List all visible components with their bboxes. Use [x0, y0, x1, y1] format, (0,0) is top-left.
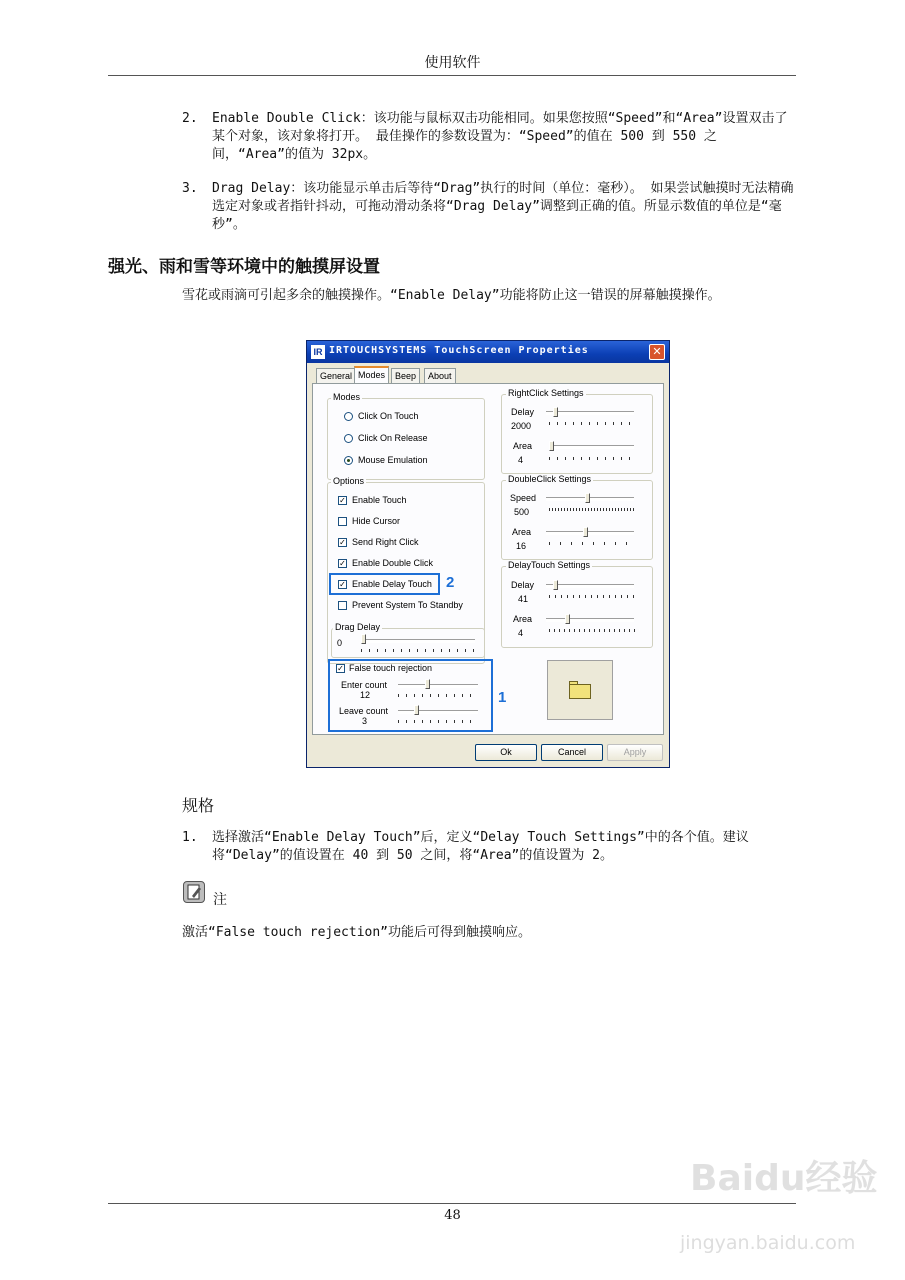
checkbox-send-right-click[interactable]: ✓: [339, 538, 346, 547]
rightclick-group: [501, 394, 653, 474]
checkbox-label: Hide Cursor: [352, 516, 401, 526]
leave-count-label: Leave count: [339, 706, 389, 716]
item-text-drag-delay: Drag Delay：该功能显示单击后等待“Drag”执行的时间（单位：毫秒）。 如果尝试触摸时无法精确选定对象或者指针抖动，可拖动滑动条将“Drag Delay”调整到正确的值。所显示数值的单位是“毫秒”。: [212, 181, 794, 232]
leave-count-value: 3: [362, 716, 368, 726]
dt-delay-thumb[interactable]: [553, 580, 558, 590]
folder-preview: [547, 660, 613, 720]
rc-area-track[interactable]: [549, 445, 634, 449]
enter-count-label: Enter count: [341, 680, 388, 690]
section-heading: 强光、雨和雪等环境中的触摸屏设置: [108, 257, 380, 277]
rc-area-label: Area: [513, 441, 533, 451]
delaytouch-group: [501, 566, 653, 648]
radio-label: Mouse Emulation: [358, 455, 428, 465]
checkbox-label: Enable Double Click: [352, 558, 434, 568]
rc-area-thumb[interactable]: [549, 441, 554, 451]
watermark-url: jingyan.baidu.com: [680, 1232, 856, 1254]
dc-area-value: 16: [516, 541, 527, 551]
enter-count-track[interactable]: [398, 684, 478, 688]
header-rule: [108, 75, 796, 76]
spec-item-text: 选择激活“Enable Delay Touch”后，定义“Delay Touch Settings”中的各个值。建议将“Delay”的值设置在 40 到 50 之间，将“Area”的值设置为 2。: [212, 830, 749, 863]
dt-delay-value: 41: [518, 594, 529, 604]
properties-dialog: [306, 340, 670, 768]
drag-delay-track[interactable]: [361, 639, 475, 643]
rc-area-value: 4: [518, 455, 524, 465]
rc-delay-label: Delay: [511, 407, 535, 417]
rc-delay-value: 2000: [511, 421, 532, 431]
note-text: 激活“False touch rejection”功能后可得到触摸响应。: [182, 925, 532, 940]
slider-ticks: [549, 422, 635, 425]
modes-group-label: Modes: [333, 392, 361, 402]
dc-speed-label: Speed: [510, 493, 537, 503]
dc-area-thumb[interactable]: [583, 527, 588, 537]
radio-mouse-emulation[interactable]: [344, 456, 353, 465]
running-header: 使用软件: [424, 55, 481, 71]
enter-count-thumb[interactable]: [425, 679, 430, 689]
slider-ticks: [398, 720, 478, 723]
dt-delay-label: Delay: [511, 580, 535, 590]
tab-modes[interactable]: Modes: [354, 366, 389, 384]
checkbox-label: Enable Delay Touch: [352, 579, 432, 589]
checkbox-hide-cursor[interactable]: [338, 517, 347, 526]
dialog-titlebar[interactable]: [307, 341, 669, 363]
drag-delay-value: 0: [337, 638, 343, 648]
slider-ticks: [398, 694, 478, 697]
tab-about[interactable]: About: [424, 368, 456, 383]
slider-ticks: [549, 629, 635, 632]
annotation-2: 2: [446, 574, 455, 591]
spec-heading: 规格: [182, 796, 215, 815]
leave-count-thumb[interactable]: [414, 705, 419, 715]
folder-icon: [569, 684, 591, 699]
dc-area-track[interactable]: [546, 531, 634, 535]
drag-delay-label: Drag Delay: [335, 622, 381, 632]
checkbox-enable-touch[interactable]: ✓: [339, 496, 346, 505]
slider-ticks: [361, 649, 475, 652]
dialog-title: IRTOUCHSYSTEMS TouchScreen Properties: [329, 345, 589, 356]
dc-speed-track[interactable]: [546, 497, 634, 501]
drag-delay-group: [331, 628, 485, 658]
apply-button[interactable]: Apply: [607, 744, 663, 761]
rightclick-label: RightClick Settings: [508, 388, 584, 398]
ok-button[interactable]: Ok: [475, 744, 537, 761]
options-group-label: Options: [333, 476, 365, 486]
enter-count-value: 12: [360, 690, 371, 700]
checkbox-prevent-standby[interactable]: [338, 601, 347, 610]
checkbox-label: Enable Touch: [352, 495, 407, 505]
dc-speed-thumb[interactable]: [585, 493, 590, 503]
dc-area-label: Area: [512, 527, 532, 537]
radio-label: Click On Release: [358, 433, 428, 443]
slider-ticks: [549, 595, 635, 598]
note-label: 注: [213, 892, 227, 908]
leave-count-track[interactable]: [398, 710, 478, 714]
close-icon[interactable]: ✕: [649, 344, 665, 360]
modes-panel: [312, 383, 664, 735]
checkbox-label: Prevent System To Standby: [352, 600, 463, 610]
footer-rule: [108, 1203, 796, 1204]
tab-beep[interactable]: Beep: [391, 368, 420, 383]
dt-area-label: Area: [513, 614, 533, 624]
item-number: 2.: [182, 111, 198, 126]
page-number: 48: [444, 1208, 461, 1223]
item-number: 1.: [182, 830, 198, 845]
radio-click-on-release[interactable]: [344, 434, 353, 443]
radio-click-on-touch[interactable]: [344, 412, 353, 421]
slider-ticks: [549, 508, 635, 511]
rc-delay-track[interactable]: [546, 411, 634, 415]
checkbox-label: False touch rejection: [349, 663, 433, 673]
watermark-logo: Baidu经验: [690, 1158, 878, 1199]
dt-area-track[interactable]: [546, 618, 634, 622]
slider-ticks: [549, 457, 635, 460]
doubleclick-label: DoubleClick Settings: [508, 474, 592, 484]
item-number: 3.: [182, 181, 198, 196]
checkbox-false-touch-rejection[interactable]: ✓: [337, 664, 344, 673]
checkbox-enable-double-click[interactable]: ✓: [339, 559, 346, 568]
slider-ticks: [549, 542, 635, 545]
rc-delay-thumb[interactable]: [553, 407, 558, 417]
dc-speed-value: 500: [514, 507, 530, 517]
note-icon: [183, 881, 205, 903]
dt-area-value: 4: [518, 628, 524, 638]
tab-general[interactable]: General: [316, 368, 356, 383]
drag-delay-thumb[interactable]: [361, 634, 366, 644]
annotation-1: 1: [498, 689, 507, 706]
section-paragraph: 雪花或雨滴可引起多余的触摸操作。“Enable Delay”功能将防止这一错误的屏幕触摸操作。: [182, 288, 721, 303]
radio-label: Click On Touch: [358, 411, 419, 421]
checkbox-label: Send Right Click: [352, 537, 419, 547]
checkbox-enable-delay-touch[interactable]: ✓: [339, 580, 346, 589]
item-text-double-click: Enable Double Click：该功能与鼠标双击功能相同。如果您按照“Speed”和“Area”设置双击了某个对象，该对象将打开。 最佳操作的参数设置为：“Speed”的值在 500 到 550 之间，“Area”的值为 32px。: [212, 111, 788, 162]
cancel-button[interactable]: Cancel: [541, 744, 603, 761]
delaytouch-label: DelayTouch Settings: [508, 560, 591, 570]
dt-area-thumb[interactable]: [565, 614, 570, 624]
app-icon: IR: [311, 345, 325, 359]
dt-delay-track[interactable]: [546, 584, 634, 588]
